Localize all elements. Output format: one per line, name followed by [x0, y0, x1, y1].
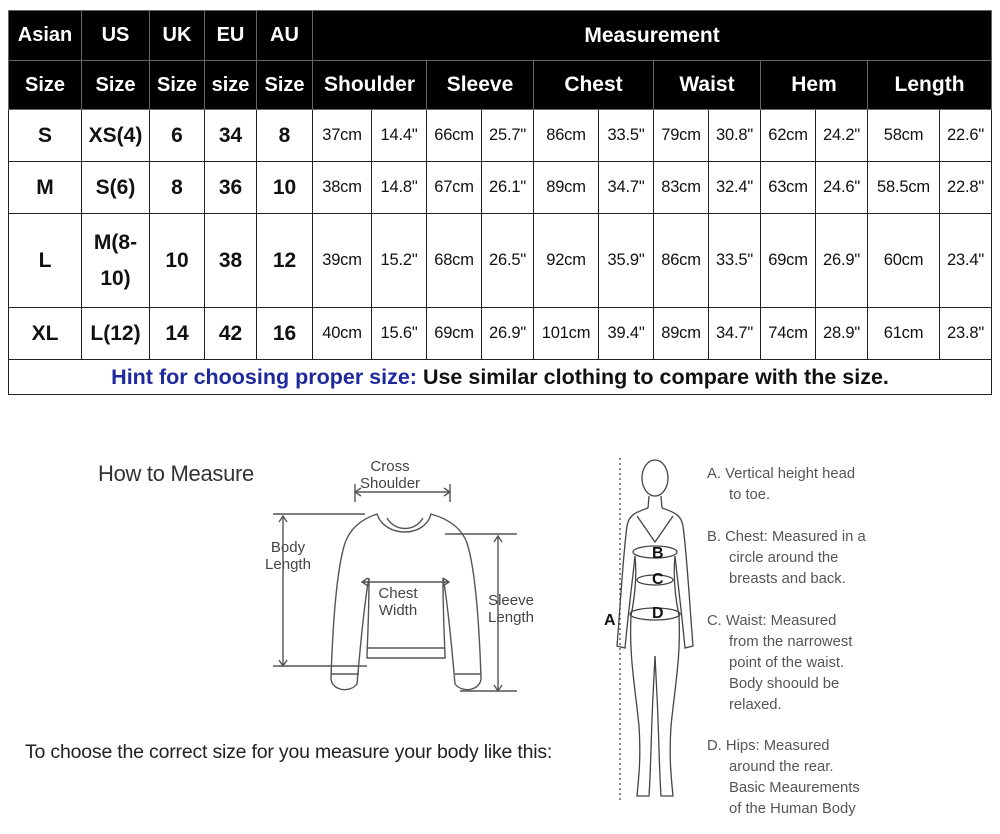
- column-length: Length: [868, 61, 992, 110]
- header-asian: Asian: [9, 11, 82, 61]
- sleeve-inch-cell: 26.9": [482, 308, 534, 360]
- asian-size-cell: L: [9, 214, 82, 308]
- waist-cm-cell: 83cm: [654, 162, 709, 214]
- legend-a: [707, 464, 855, 506]
- waist-cm-cell: 79cm: [654, 110, 709, 162]
- column-chest: Chest: [534, 61, 654, 110]
- hem-inch-cell: 26.9": [816, 214, 868, 308]
- hem-cm-cell: 63cm: [761, 162, 816, 214]
- uk-size-cell: 10: [150, 214, 205, 308]
- asian-size-cell: XL: [9, 308, 82, 360]
- shoulder-cm-cell: 40cm: [313, 308, 372, 360]
- chest-inch-cell: 33.5": [599, 110, 654, 162]
- length-inch-cell: 23.8": [940, 308, 992, 360]
- header-eu: EU: [205, 11, 257, 61]
- eu-size-cell: 36: [205, 162, 257, 214]
- waist-inch-cell: 33.5": [709, 214, 761, 308]
- legend-a-line2: to toe.: [729, 487, 771, 503]
- legend-b-line1: B. Chest: Measured in a: [707, 529, 866, 545]
- au-size-cell: 12: [257, 214, 313, 308]
- uk-size-cell: 8: [150, 162, 205, 214]
- table-row: [9, 110, 992, 162]
- legend-c: [707, 611, 852, 716]
- legend-c-line3: point of the waist.: [729, 655, 845, 671]
- waist-inch-cell: 34.7": [709, 308, 761, 360]
- us-size-cell: S(6): [82, 162, 150, 214]
- au-size-cell: 10: [257, 162, 313, 214]
- column-hem: Hem: [761, 61, 868, 110]
- length-inch-cell: 23.4": [940, 214, 992, 308]
- sleeve-cm-cell: 67cm: [427, 162, 482, 214]
- length-inch-cell: 22.8": [940, 162, 992, 214]
- header-uk: UK: [150, 11, 205, 61]
- sleeve-cm-cell: 68cm: [427, 214, 482, 308]
- uk-size-cell: 14: [150, 308, 205, 360]
- au-size-cell: 16: [257, 308, 313, 360]
- chest-inch-cell: 34.7": [599, 162, 654, 214]
- figure-letter-a: A: [604, 612, 616, 629]
- length-cm-cell: 58.5cm: [868, 162, 940, 214]
- legend-d-line3: Basic Meaurements: [729, 780, 860, 796]
- shoulder-inch-cell: 15.2": [372, 214, 427, 308]
- legend-d-line4: of the Human Body: [729, 801, 856, 817]
- chest-cm-cell: 92cm: [534, 214, 599, 308]
- length-cm-cell: 61cm: [868, 308, 940, 360]
- header-us-size: Size: [82, 61, 150, 110]
- length-inch-cell: 22.6": [940, 110, 992, 162]
- sleeve-inch-cell: 25.7": [482, 110, 534, 162]
- chest-cm-cell: 101cm: [534, 308, 599, 360]
- legend-b-line2: circle around the: [729, 550, 839, 566]
- legend-c-line1: C. Waist: Measured: [707, 613, 837, 629]
- hem-inch-cell: 28.9": [816, 308, 868, 360]
- chest-inch-cell: 39.4": [599, 308, 654, 360]
- waist-cm-cell: 86cm: [654, 214, 709, 308]
- shoulder-inch-cell: 15.6": [372, 308, 427, 360]
- hem-cm-cell: 69cm: [761, 214, 816, 308]
- sleeve-inch-cell: 26.1": [482, 162, 534, 214]
- table-row: [9, 308, 992, 360]
- waist-cm-cell: 89cm: [654, 308, 709, 360]
- body-length-label: Body Length: [265, 539, 311, 573]
- eu-size-cell: 34: [205, 110, 257, 162]
- legend-b-line3: breasts and back.: [729, 571, 846, 587]
- hem-inch-cell: 24.2": [816, 110, 868, 162]
- figure-letter-c: C: [652, 571, 664, 588]
- measurement-header: Measurement: [313, 11, 992, 61]
- chest-cm-cell: 89cm: [534, 162, 599, 214]
- column-sleeve: Sleeve: [427, 61, 534, 110]
- chest-cm-cell: 86cm: [534, 110, 599, 162]
- shoulder-cm-cell: 39cm: [313, 214, 372, 308]
- table-row: [9, 162, 992, 214]
- hem-inch-cell: 24.6": [816, 162, 868, 214]
- waist-inch-cell: 32.4": [709, 162, 761, 214]
- body-figure: [615, 456, 695, 806]
- waist-inch-cell: 30.8": [709, 110, 761, 162]
- cross-shoulder-label: Cross Shoulder: [360, 458, 421, 492]
- legend-c-line4: Body shoould be: [729, 676, 840, 692]
- sleeve-cm-cell: 66cm: [427, 110, 482, 162]
- us-size-cell: L(12): [82, 308, 150, 360]
- asian-size-cell: S: [9, 110, 82, 162]
- header-uk-size: Size: [150, 61, 205, 110]
- figure-letter-b: B: [652, 545, 664, 562]
- legend-a-line1: A. Vertical height head: [707, 466, 856, 482]
- sleeve-inch-cell: 26.5": [482, 214, 534, 308]
- uk-size-cell: 6: [150, 110, 205, 162]
- chest-inch-cell: 35.9": [599, 214, 654, 308]
- figure-letter-d: D: [652, 605, 664, 622]
- sweater-diagram: [255, 488, 535, 698]
- sleeve-cm-cell: 69cm: [427, 308, 482, 360]
- size-chart-table: [8, 10, 992, 395]
- header-asian-size: Size: [9, 61, 82, 110]
- legend-d-line1: D. Hips: Measured: [707, 738, 830, 754]
- hint-text: Use similar clothing to compare with the size.: [416, 364, 889, 389]
- us-size-cell: M(8-10): [82, 214, 150, 308]
- asian-size-cell: M: [9, 162, 82, 214]
- shoulder-cm-cell: 37cm: [313, 110, 372, 162]
- us-size-cell: XS(4): [82, 110, 150, 162]
- hint-label: Hint for choosing proper size:: [111, 364, 417, 389]
- legend-d-line2: around the rear.: [729, 759, 834, 775]
- legend-b: [707, 527, 866, 590]
- header-au: AU: [257, 11, 313, 61]
- header-au-size: Size: [257, 61, 313, 110]
- shoulder-inch-cell: 14.8": [372, 162, 427, 214]
- hint-cell: [9, 360, 992, 395]
- measure-instruction: To choose the correct size for you measure your body like this:: [25, 741, 553, 763]
- hem-cm-cell: 74cm: [761, 308, 816, 360]
- sleeve-length-label: Sleeve Length: [488, 592, 534, 626]
- hint-row: [9, 360, 992, 395]
- shoulder-cm-cell: 38cm: [313, 162, 372, 214]
- legend-c-line5: relaxed.: [729, 697, 782, 713]
- eu-size-cell: 38: [205, 214, 257, 308]
- au-size-cell: 8: [257, 110, 313, 162]
- hem-cm-cell: 62cm: [761, 110, 816, 162]
- chest-width-label: Chest Width: [378, 585, 418, 619]
- shoulder-inch-cell: 14.4": [372, 110, 427, 162]
- length-cm-cell: 60cm: [868, 214, 940, 308]
- eu-size-cell: 42: [205, 308, 257, 360]
- legend-d: [707, 736, 860, 820]
- header-eu-size: size: [205, 61, 257, 110]
- table-row: [9, 214, 992, 308]
- legend-c-line2: from the narrowest: [729, 634, 853, 650]
- column-shoulder: Shoulder: [313, 61, 427, 110]
- column-waist: Waist: [654, 61, 761, 110]
- length-cm-cell: 58cm: [868, 110, 940, 162]
- how-to-measure-title: How to Measure: [98, 461, 254, 486]
- header-us: US: [82, 11, 150, 61]
